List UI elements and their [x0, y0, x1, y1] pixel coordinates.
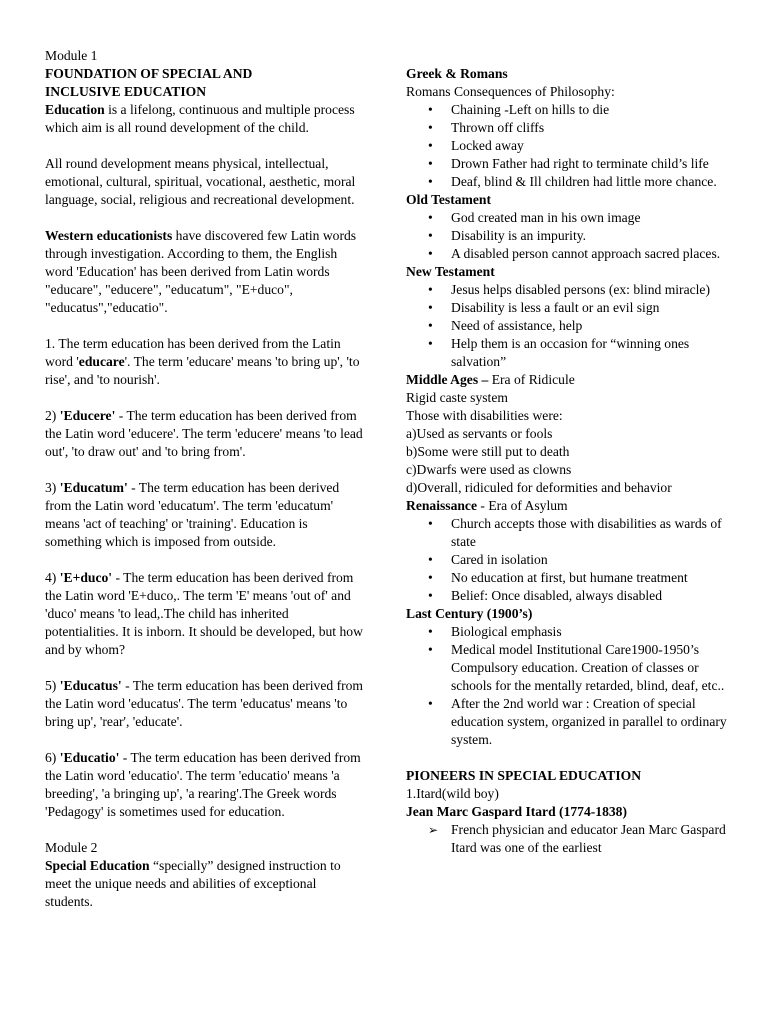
educatio-paragraph: [45, 749, 363, 821]
heading: Renaissance: [406, 498, 477, 513]
term: 'Educere': [59, 408, 116, 423]
text: 1. The term education has been derived from the Latin word ': [45, 336, 341, 369]
item-a: a)Used as servants or fools: [406, 426, 553, 441]
item-c: c)Dwarfs were used as clowns: [406, 462, 572, 477]
list-item: • Belief: Once disabled, always disabled: [406, 587, 736, 605]
doc-title-line-2: INCLUSIVE EDUCATION: [45, 84, 207, 99]
item-b: b)Some were still put to death: [406, 444, 570, 459]
educatus-paragraph: [45, 677, 363, 731]
western-educationists-paragraph: [45, 227, 363, 317]
heading: Last Century (1900’s): [406, 606, 533, 621]
text: 6): [45, 750, 60, 765]
greek-romans-list: [406, 101, 736, 191]
module-label: Module 1: [45, 48, 98, 63]
educare-paragraph: [45, 335, 363, 389]
itard-list: [406, 821, 736, 857]
last-century-list: [406, 623, 736, 749]
text: 4): [45, 570, 60, 585]
list-item: • Disability is less a fault or an evil sign: [406, 299, 736, 317]
doc-title-line-1: FOUNDATION OF SPECIAL AND: [45, 66, 253, 81]
list-item: • Cared in isolation: [406, 551, 736, 569]
new-testament-list: [406, 281, 736, 371]
module-2-label: Module 2: [45, 840, 98, 855]
term: 'Educatio': [59, 750, 120, 765]
heading: Jean Marc Gaspard Itard (1774-1838): [406, 804, 628, 819]
text: 2): [45, 408, 60, 423]
old-testament-list: [406, 209, 736, 263]
text: - The term education has been derived from the Latin word 'educatus'. The term 'educatus' means 'to bring up', 'rear', 'educate'.: [45, 678, 364, 729]
doc-title-2: [45, 83, 363, 101]
list-item: • Need of assistance, help: [406, 317, 736, 335]
list-item: • Help them is an occasion for “winning ones salvation”: [406, 335, 736, 371]
old-testament-heading: [406, 191, 736, 209]
text: - Era of Asylum: [477, 498, 568, 513]
list-item: • Drown Father had right to terminate child’s life: [406, 155, 736, 173]
term: Special Education: [45, 858, 150, 873]
term: 'Educatus': [59, 678, 122, 693]
heading: PIONEERS IN SPECIAL EDUCATION: [406, 768, 642, 783]
left-column: [45, 47, 363, 911]
itard-line: 1.Itard(wild boy): [406, 786, 499, 801]
list-item: • Biological emphasis: [406, 623, 736, 641]
list-item: • Thrown off cliffs: [406, 119, 736, 137]
last-century-heading: [406, 605, 736, 623]
text: - The term education has been derived from the Latin word 'educere'. The term 'educere' means 'to lead out', 'to draw out' and 'to bring from'.: [45, 408, 363, 459]
term: 'E+duco': [59, 570, 113, 585]
educatum-paragraph: [45, 479, 363, 551]
caste-line: Rigid caste system: [406, 390, 508, 405]
renaissance-heading: [406, 497, 736, 515]
text: 5): [45, 678, 60, 693]
round-development-paragraph: All round development means physical, intellectual, emotional, cultural, spiritual, vocational, aesthetic, moral language, social, religious and recreational development.: [45, 156, 356, 207]
special-education-definition: [45, 857, 363, 911]
text: “specially” designed instruction to meet the unique needs and abilities of exceptional students.: [45, 858, 341, 909]
list-item: • Locked away: [406, 137, 736, 155]
list-item: • No education at first, but humane treatment: [406, 569, 736, 587]
right-column: [406, 65, 736, 857]
term: 'Educatum': [59, 480, 128, 495]
eduo-paragraph: [45, 569, 363, 659]
itard-heading: [406, 803, 736, 821]
list-item: • Disability is an impurity.: [406, 227, 736, 245]
pioneers-heading: [406, 767, 736, 785]
list-item: • Church accepts those with disabilities as wards of state: [406, 515, 736, 551]
middle-ages-heading: [406, 371, 736, 389]
heading: Greek & Romans: [406, 66, 508, 81]
greek-romans-heading: [406, 65, 736, 83]
text: 3): [45, 480, 60, 495]
doc-title: [45, 65, 363, 83]
those-line: Those with disabilities were:: [406, 408, 563, 423]
new-testament-heading: [406, 263, 736, 281]
educere-paragraph: [45, 407, 363, 461]
list-item: • After the 2nd world war : Creation of special education system, organized in parallel to ordinary system.: [406, 695, 736, 749]
text: - The term education has been derived from the Latin word 'E+duco,. The term 'E' means 'out of' and 'duco' means 'to lead,.The child has inherited potentialities. It is inborn. It should be developed, but how and by whom?: [45, 570, 363, 657]
list-item: • Jesus helps disabled persons (ex: blind miracle): [406, 281, 736, 299]
term: Western educationists: [45, 228, 173, 243]
romans-line: Romans Consequences of Philosophy:: [406, 84, 615, 99]
list-item: • Deaf, blind & Ill children had little more chance.: [406, 173, 736, 191]
education-definition: [45, 101, 363, 137]
heading: Old Testament: [406, 192, 491, 207]
text: - The term education has been derived from the Latin word 'educatum'. The term 'educatum' means 'act of teaching' or 'training'. Education is something which is imposed from outside.: [45, 480, 340, 549]
text: is a lifelong, continuous and multiple process which aim is all round development of the child.: [45, 102, 355, 135]
heading: Middle Ages –: [406, 372, 489, 387]
list-item: ➢ French physician and educator Jean Marc Gaspard Itard was one of the earliest: [406, 821, 736, 857]
term: Education: [45, 102, 105, 117]
list-item: • Chaining -Left on hills to die: [406, 101, 736, 119]
item-d: d)Overall, ridiculed for deformities and behavior: [406, 480, 672, 495]
renaissance-list: [406, 515, 736, 605]
list-item: • Medical model Institutional Care1900-1950’s Compulsory education. Creation of classes or schools for the mentally retarded, blind, deaf, etc..: [406, 641, 736, 695]
text: Era of Ridicule: [488, 372, 575, 387]
text: have discovered few Latin words through investigation. According to them, the English word 'Education' has been derived from Latin words "educare", "educere", "educatum", "E+duco", "educatus","educatio".: [45, 228, 357, 315]
list-item: • A disabled person cannot approach sacred places.: [406, 245, 736, 263]
term: educare: [78, 354, 125, 369]
text: - The term education has been derived from the Latin word 'educatio'. The term 'educatio' means 'a breeding', 'a bringing up', 'a rearing'.The Greek words 'Pedagogy' is sometimes used for education.: [45, 750, 361, 819]
text: '. The term 'educare' means 'to bring up', 'to rise', and 'to nourish'.: [45, 354, 360, 387]
list-item: • God created man in his own image: [406, 209, 736, 227]
heading: New Testament: [406, 264, 495, 279]
